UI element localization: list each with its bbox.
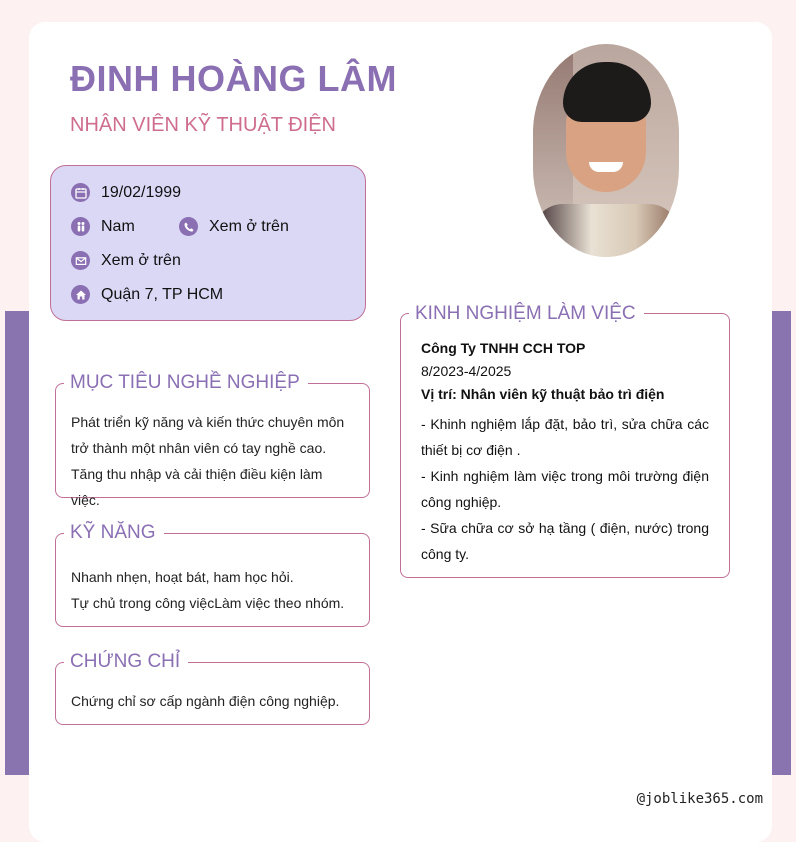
contact-birthday: [71, 183, 181, 202]
work-period: 8/2023-4/2025: [421, 363, 512, 379]
objective-line: Phát triển kỹ năng và kiến thức chuyên môn: [71, 414, 345, 430]
contact-gender: [71, 217, 135, 236]
skills-section: [55, 522, 370, 627]
gender-icon: [71, 217, 90, 236]
home-icon: [71, 285, 90, 304]
contact-box: [50, 165, 366, 321]
objective-line: Tăng thu nhập và cải thiện điều kiện làm việc.: [71, 466, 323, 508]
certificates-section: [55, 651, 370, 725]
contact-address: [71, 285, 223, 304]
skills-line: Nhanh nhẹn, hoạt bát, ham học hỏi.: [71, 569, 294, 585]
gender-text: Nam: [101, 217, 135, 235]
contact-email[interactable]: [71, 251, 181, 270]
phone-icon: [179, 217, 198, 236]
mail-icon: [71, 251, 90, 270]
watermark: @joblike365.com: [636, 791, 763, 807]
candidate-role: NHÂN VIÊN KỸ THUẬT ĐIỆN: [70, 114, 336, 136]
objective-line: trở thành một nhân viên có tay nghề cao.: [71, 440, 327, 456]
certificate-line: Chứng chỉ sơ cấp ngành điện công nghiệp.: [71, 693, 340, 709]
duty-item: - Khinh nghiệm lắp đặt, bảo trì, sửa chữa các thiết bị cơ điện .: [421, 416, 709, 458]
duty-item: - Sữa chữa cơ sở hạ tầng ( điện, nước) trong công ty.: [421, 520, 709, 562]
address-text: Quận 7, TP HCM: [101, 285, 224, 303]
job-position: Vị trí: Nhân viên kỹ thuật bảo trì điện: [421, 386, 665, 402]
birthday-text: 19/02/1999: [101, 183, 182, 201]
phone-text: Xem ở trên: [209, 217, 289, 235]
experience-title: KINH NGHIỆM LÀM VIỆC: [409, 301, 644, 327]
objective-title: MỤC TIÊU NGHỀ NGHIỆP: [64, 370, 308, 396]
calendar-icon: [71, 183, 90, 202]
objective-section: [55, 372, 370, 508]
skills-title: KỸ NĂNG: [64, 520, 164, 546]
company-name: Công Ty TNHH CCH TOP: [421, 340, 586, 356]
experience-section: [400, 303, 730, 578]
candidate-name: ĐINH HOÀNG LÂM: [70, 58, 397, 99]
contact-phone[interactable]: [179, 217, 289, 236]
skills-line: Tự chủ trong công việcLàm việc theo nhóm.: [71, 595, 345, 611]
profile-photo: [533, 44, 679, 257]
email-text: Xem ở trên: [101, 251, 181, 269]
certificates-title: CHỨNG CHỈ: [64, 649, 188, 675]
duty-item: - Kinh nghiệm làm việc trong môi trường điện công nghiệp.: [421, 468, 709, 510]
